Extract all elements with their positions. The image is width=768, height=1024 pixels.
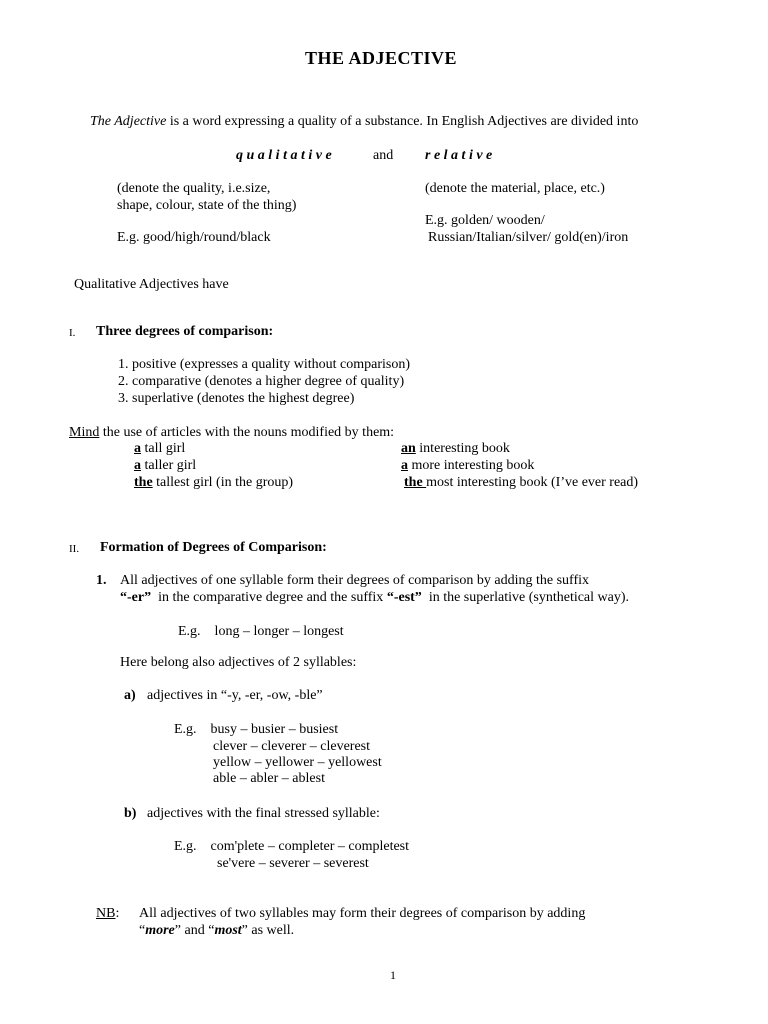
page-number: 1: [390, 968, 396, 982]
page-title: THE ADJECTIVE: [305, 48, 458, 68]
article: the: [404, 475, 427, 490]
article: an: [401, 441, 416, 456]
example-text: taller girl: [141, 458, 197, 473]
nb-colon: :: [115, 906, 120, 921]
example-line: se'vere – severer – severest: [217, 856, 369, 871]
example-line: E.g. busy – busier – busiest: [174, 722, 339, 737]
nb-line-2: “more” and “most” as well.: [139, 923, 295, 938]
nb-label: [96, 905, 119, 922]
degree-item: 3. superlative (denotes the highest degree): [118, 391, 355, 406]
article-example-right: [404, 474, 638, 491]
example-text: most interesting book (I’ve ever read): [426, 475, 639, 490]
example-text: interesting book: [415, 441, 510, 456]
nb-line-1: All adjectives of two syllables may form their degrees of comparison by adding: [139, 906, 586, 921]
article: a: [401, 458, 408, 473]
mind-line: [69, 424, 394, 441]
example-line: yellow – yellower – yellowest: [213, 755, 382, 770]
article: the: [134, 475, 153, 490]
section-1-number: I.: [69, 327, 76, 339]
degree-item: 1. positive (expresses a quality without comparison): [118, 357, 410, 372]
and-label: and: [373, 148, 394, 163]
rule-1-text: in the comparative degree and the suffix: [151, 590, 387, 605]
nb-text: ” and “: [174, 923, 215, 938]
intro-text: is a word expressing a quality of a substance. In English Adjectives are divided into: [166, 114, 639, 129]
two-syllables-note: Here belong also adjectives of 2 syllables:: [120, 655, 357, 670]
nb-text: ” as well.: [241, 923, 295, 938]
relative-description: (denote the material, place, etc.): [425, 181, 605, 196]
example-long: E.g. long – longer – longest: [178, 624, 344, 639]
suffix-er: “-er”: [120, 590, 152, 605]
qualitative-description-line-1: (denote the quality, i.e.size,: [117, 181, 271, 196]
qualitative-label: qualitative: [236, 148, 336, 163]
rule-1-line-2: [120, 589, 629, 606]
subpoint-b-label: b): [124, 806, 137, 821]
article-example-right: [401, 457, 534, 474]
example-text: tall girl: [141, 441, 186, 456]
example-text: more interesting book: [408, 458, 535, 473]
section-2-number: II.: [69, 543, 80, 555]
word-more: more: [145, 923, 175, 938]
relative-example-line-1: E.g. golden/ wooden/: [425, 213, 545, 228]
article: a: [134, 458, 141, 473]
example-line: able – abler – ablest: [213, 771, 325, 786]
relative-label: relative: [425, 148, 496, 163]
word-most: most: [214, 923, 242, 938]
article-example-left: [134, 457, 196, 474]
qualitative-description-line-2: shape, colour, state of the thing): [117, 198, 297, 213]
mind-text: the use of articles with the nouns modified by them:: [99, 425, 395, 440]
relative-example-line-2: Russian/Italian/silver/ gold(en)/iron: [428, 230, 629, 245]
section-2-heading: Formation of Degrees of Comparison:: [100, 540, 327, 555]
subpoint-b-text: adjectives with the final stressed syllable:: [147, 806, 380, 821]
section-1-heading: Three degrees of comparison:: [96, 324, 274, 339]
rule-1-number: 1.: [96, 573, 107, 588]
article: a: [134, 441, 141, 456]
article-example-right: [401, 440, 510, 457]
intro-term: The Adjective: [90, 114, 167, 129]
article-example-left: [134, 474, 293, 491]
example-line: E.g. com'plete – completer – completest: [174, 839, 410, 854]
qualitative-have: Qualitative Adjectives have: [74, 277, 229, 292]
qualitative-example: E.g. good/high/round/black: [117, 230, 271, 245]
example-text: tallest girl (in the group): [152, 475, 294, 490]
mind-word: Mind: [69, 425, 100, 440]
rule-1-text: in the superlative (synthetical way).: [421, 590, 630, 605]
subpoint-a-label: a): [124, 688, 136, 703]
nb-word: NB: [96, 906, 116, 921]
rule-1-line-1: All adjectives of one syllable form their degrees of comparison by adding the suffix: [120, 573, 589, 588]
degree-item: 2. comparative (denotes a higher degree of quality): [118, 374, 405, 389]
suffix-est: “-est”: [386, 590, 422, 605]
example-line: clever – cleverer – cleverest: [213, 739, 371, 754]
intro-paragraph: [90, 113, 638, 130]
subpoint-a-text: adjectives in “-y, -er, -ow, -ble”: [147, 688, 323, 703]
article-example-left: [134, 440, 185, 457]
